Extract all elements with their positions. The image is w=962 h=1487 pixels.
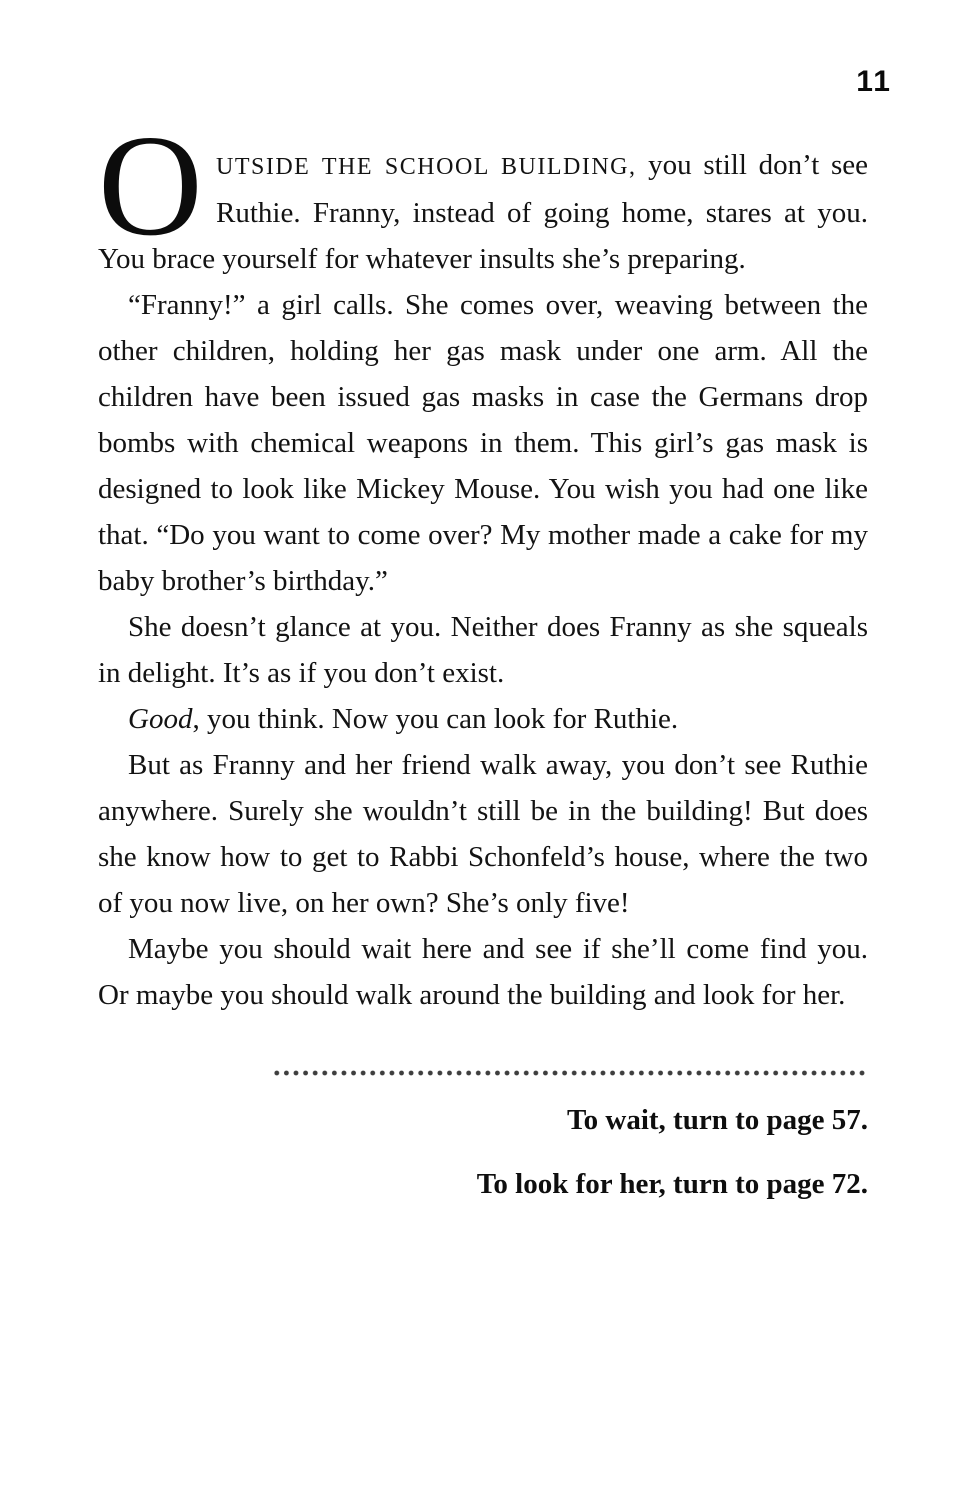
choice-line: To look for her, turn to page 72. xyxy=(476,1168,868,1200)
opening-small-caps: UTSIDE THE SCHOOL BUILDING, xyxy=(216,154,637,180)
paragraph-text: , you think. Now you can look for Ruthie. xyxy=(192,703,679,735)
page-number: 11 xyxy=(856,65,892,98)
italic-text: Good xyxy=(128,703,193,735)
paragraph xyxy=(98,742,868,926)
story-text xyxy=(98,106,868,1018)
choice-list xyxy=(98,1100,868,1204)
opening-text: you still don’t see Ruthie. Franny, instead of going home, stares at you. You brace yourself for whatever insults she’s preparing. xyxy=(98,149,868,275)
paragraph xyxy=(98,696,868,742)
dotted-divider xyxy=(272,1070,866,1076)
drop-cap: O xyxy=(98,106,203,266)
paragraph xyxy=(98,926,868,1018)
paragraph xyxy=(98,604,868,696)
paragraph-text: Maybe you should wait here and see if she’ll come find you. Or maybe you should walk around the building and look for her. xyxy=(98,933,868,1011)
paragraph-text: But as Franny and her friend walk away, you don’t see Ruthie anywhere. Surely she wouldn’t still be in the building! But does she know how to get to Rabbi Schonfeld’s house, where the two of you now live, on her own? She’s only five! xyxy=(98,749,868,919)
opening-paragraph xyxy=(98,106,868,282)
paragraphs xyxy=(98,282,868,1018)
choice-line: To wait, turn to page 57. xyxy=(566,1104,868,1136)
paragraph-text: “Franny!” a girl calls. She comes over, weaving between the other children, holding her gas mask under one arm. All the children have been issued gas masks in case the Germans drop bombs with chemical weapons in them. This girl’s gas mask is designed to look like Mickey Mouse. You wish you had one like that. “Do you want to come over? My mother made a cake for my baby brother’s birthday.” xyxy=(98,289,868,597)
paragraph xyxy=(98,282,868,604)
paragraph-text: She doesn’t glance at you. Neither does Franny as she squeals in delight. It’s as if you don’t exist. xyxy=(98,611,868,689)
